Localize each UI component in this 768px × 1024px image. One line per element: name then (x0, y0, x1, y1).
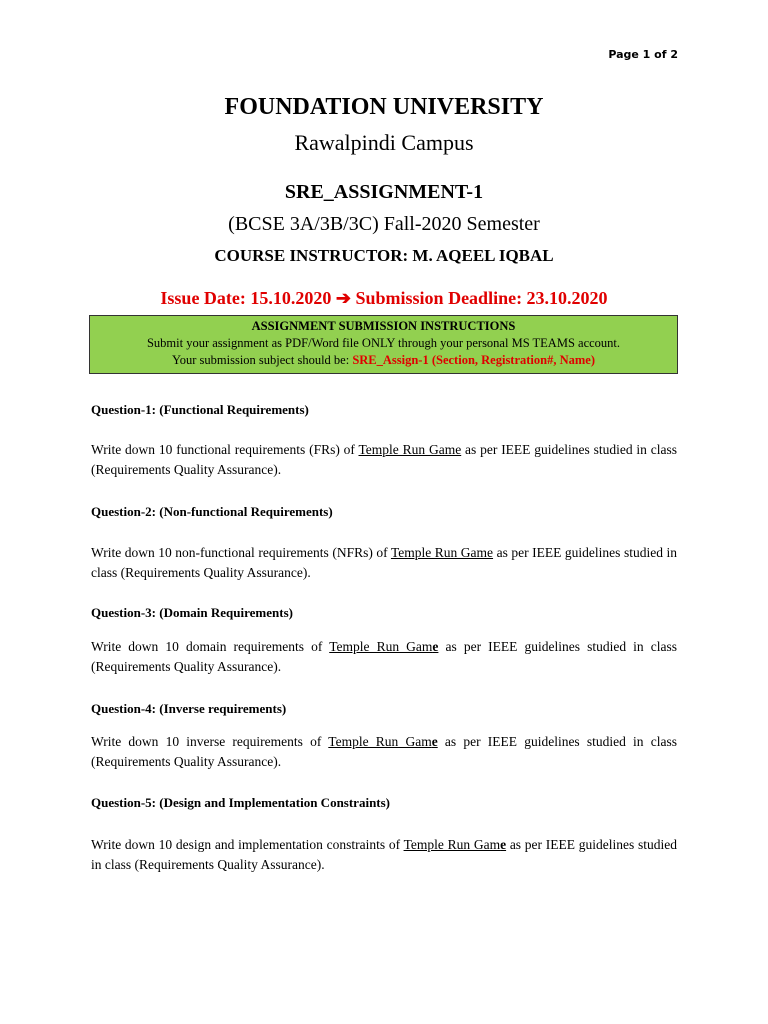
question-5-game-name-last-letter: e (500, 837, 507, 852)
question-2-title: Question-2: (Non-functional Requirements) (91, 504, 333, 519)
instructions-line-2-prefix: Your submission subject should be: (171, 353, 353, 367)
question-4-title: Question-4: (Inverse requirements) (91, 701, 287, 716)
semester-line: (BCSE 3A/3B/3C) Fall-2020 Semester (228, 213, 540, 235)
question-4-game-name (328, 734, 437, 749)
instructions-title: ASSIGNMENT SUBMISSION INSTRUCTIONS (251, 319, 516, 333)
question-5-title: Question-5: (Design and Implementation Constraints) (91, 795, 391, 810)
instructions-line-2 (90, 352, 677, 369)
question-2-text-post: as per IEEE guidelines studied in class (Requirements Quality Assurance). (91, 545, 677, 580)
question-3-game-name (329, 639, 438, 654)
question-4-game-name-main: Temple Run Gam (328, 734, 432, 749)
question-1-title: Question-1: (Functional Requirements) (91, 402, 309, 417)
question-3-body (91, 637, 677, 677)
question-1-text-post: as per IEEE guidelines studied in class (Requirements Quality Assurance). (91, 442, 677, 477)
question-5-body (91, 835, 677, 875)
question-5-text-pre: Write down 10 design and implementation constraints of (91, 837, 404, 852)
question-3-title: Question-3: (Domain Requirements) (91, 605, 293, 620)
question-3-game-name-main: Temple Run Gam (329, 639, 433, 654)
question-2-text-pre: Write down 10 non-functional requirements (NFRs) of (91, 545, 391, 560)
campus-name: Rawalpindi Campus (294, 130, 474, 155)
instructions-line-1: Submit your assignment as PDF/Word file ONLY through your personal MS TEAMS account. (146, 336, 621, 350)
question-2-game-name: Temple Run Game (390, 545, 494, 560)
question-3-game-name-last-letter: e (432, 639, 439, 654)
question-5-game-name (404, 837, 507, 852)
question-1-text-pre: Write down 10 functional requirements (FRs) of (91, 442, 359, 457)
question-1-body (91, 440, 677, 480)
page-number: Page 1 of 2 (608, 48, 678, 61)
submission-subject-format: SRE_Assign-1 (Section, Registration#, Name) (352, 353, 596, 367)
assignment-title: SRE_ASSIGNMENT-1 (284, 181, 484, 203)
question-5-game-name-main: Temple Run Gam (403, 837, 501, 852)
submission-instructions-box (89, 315, 678, 374)
question-3-text-post: as per IEEE guidelines studied in class (Requirements Quality Assurance). (91, 639, 677, 674)
university-name: FOUNDATION UNIVERSITY (224, 94, 544, 120)
arrow-icon: ➔ (335, 288, 352, 308)
course-instructor: COURSE INSTRUCTOR: M. AQEEL IQBAL (214, 246, 554, 265)
question-2-body (91, 543, 677, 583)
question-4-text-post: as per IEEE guidelines studied in class (Requirements Quality Assurance). (91, 734, 677, 769)
issue-date: Issue Date: 15.10.2020 (160, 288, 332, 308)
question-4-body (91, 732, 677, 772)
question-1-game-name: Temple Run Game (358, 442, 462, 457)
question-4-text-pre: Write down 10 inverse requirements of (91, 734, 329, 749)
question-4-game-name-last-letter: e (431, 734, 438, 749)
dates-line (0, 288, 768, 309)
submission-deadline: Submission Deadline: 23.10.2020 (355, 288, 608, 308)
question-5-text-post: as per IEEE guidelines studied in class (Requirements Quality Assurance). (91, 837, 677, 872)
question-3-text-pre: Write down 10 domain requirements of (91, 639, 330, 654)
